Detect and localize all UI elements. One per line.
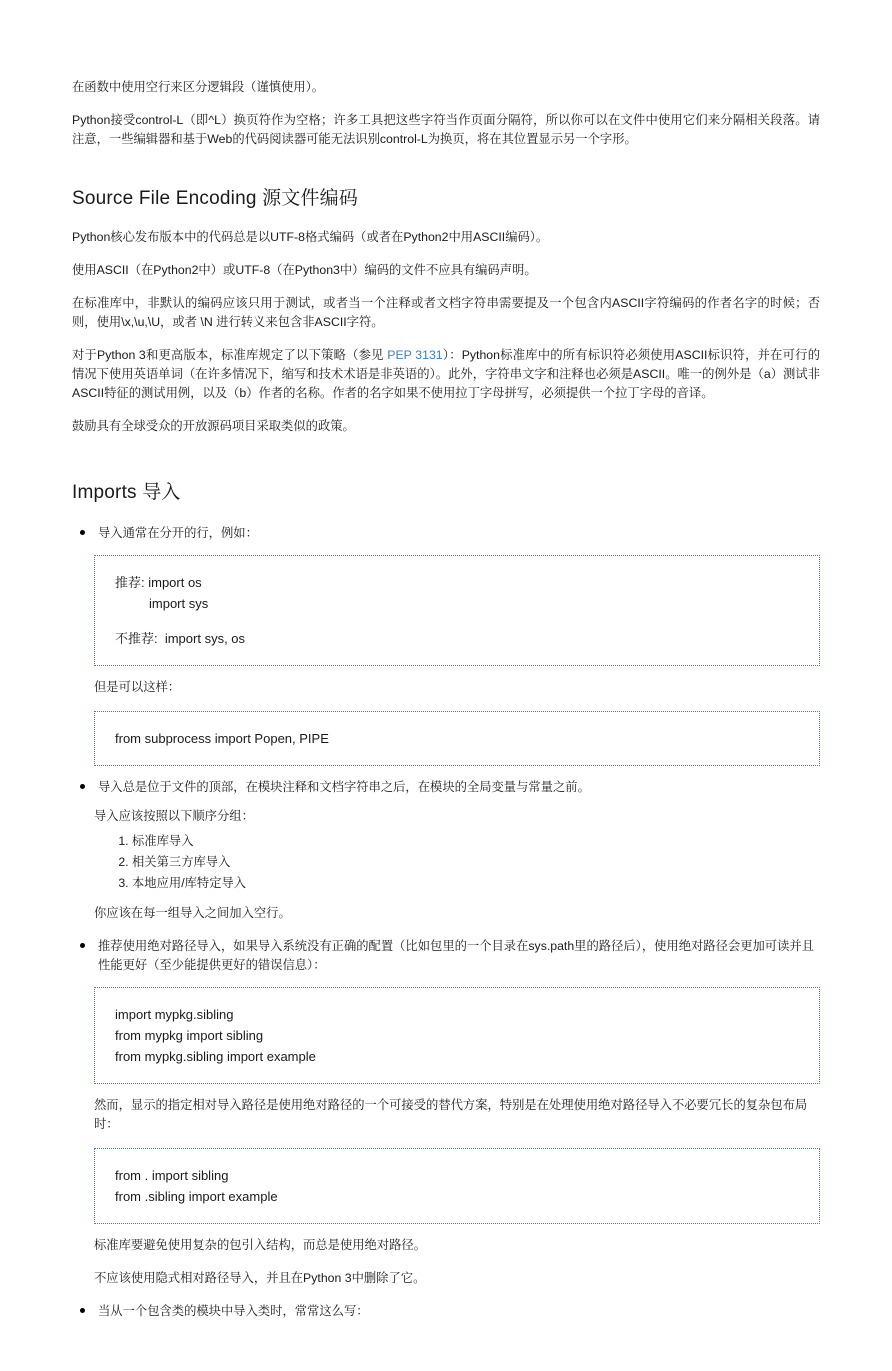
- imports-bullet-list: [72, 524, 820, 543]
- list-item: [72, 778, 820, 797]
- encoding-paragraph-1: Python核心发布版本中的代码总是以UTF-8格式编码（或者在Python2中用ASCII编码）。: [72, 230, 549, 245]
- code-line: 推荐: import os: [115, 574, 202, 590]
- imports-note-4: 然而，显示的指定相对导入路径是使用绝对路径的一个可接受的替代方案，特别是在处理使用绝对路径导入不必要冗长的复杂包布局时：: [94, 1097, 808, 1131]
- list-item: [72, 524, 820, 543]
- imports-note-3: 你应该在每一组导入之间加入空行。: [94, 905, 291, 920]
- imports-bullet-list-4: [72, 1302, 820, 1321]
- code-line: from mypkg.sibling import example: [115, 1048, 316, 1064]
- imports-bullet-list-3: [72, 937, 820, 975]
- list-item: 3. 本地应用/库特定导入: [132, 874, 820, 894]
- encoding-paragraph-4-after: ）：Python标准库中的所有标识符必须使用ASCII标识符，并在可行的情况下使用英语单词（在许多情况下，缩写和技术术语是非英语的）。此外，字符串文字和注释也必须是ASCII。唯一的例外是（a）测试非ASCII特征的测试用例，以及（b）作者的名称。作者的名字如果不使用拉丁字母拼写，必须提供一个拉丁字母的音译。: [72, 348, 820, 401]
- code-line: from .sibling import example: [115, 1189, 278, 1205]
- imports-bullet-1-text: 导入通常在分开的行，例如：: [98, 525, 258, 540]
- imports-note-6: 不应该使用隐式相对路径导入，并且在Python 3中删除了它。: [94, 1271, 426, 1286]
- imports-bullet-4-text: 当从一个包含类的模块中导入类时，常常这么写：: [98, 1304, 369, 1319]
- code-line: import mypkg.sibling: [115, 1006, 234, 1022]
- code-line: from mypkg import sibling: [115, 1027, 264, 1043]
- code-block-from-import: [94, 711, 820, 766]
- code-block-imports-example: [94, 555, 820, 666]
- encoding-paragraph-5: 鼓励具有全球受众的开放源码项目采取类似的政策。: [72, 419, 355, 434]
- imports-bullet-list-2: [72, 778, 820, 797]
- list-item: [72, 1302, 820, 1321]
- encoding-paragraph-2: 使用ASCII（在Python2中）或UTF-8（在Python3中）编码的文件不应具有编码声明。: [72, 263, 537, 278]
- encoding-paragraph-4: [72, 346, 820, 403]
- imports-bullet-2-text: 导入总是位于文件的顶部，在模块注释和文档字符串之后，在模块的全局变量与常量之前。: [98, 779, 590, 794]
- section-heading-imports: Imports 导入: [72, 481, 181, 503]
- list-item: 1. 标准库导入: [132, 832, 820, 852]
- code-gap: [115, 614, 799, 628]
- imports-note-5: 标准库要避免使用复杂的包引入结构，而总是使用绝对路径。: [94, 1238, 427, 1253]
- code-line: from . import sibling: [115, 1167, 229, 1183]
- imports-order-list: [72, 832, 820, 894]
- list-item: 2. 相关第三方库导入: [132, 853, 820, 873]
- code-block-relative-imports: [94, 1148, 820, 1224]
- section-heading-source-file-encoding: Source File Encoding 源文件编码: [72, 188, 359, 210]
- bullet-dot-icon: [80, 784, 85, 789]
- code-line: import sys: [149, 595, 209, 611]
- imports-note-2: 导入应该按照以下顺序分组：: [94, 808, 254, 823]
- code-block-absolute-imports: [94, 987, 820, 1084]
- bullet-dot-icon: [80, 1308, 85, 1313]
- intro-paragraph-2: Python接受control-L（即^L）换页符作为空格；许多工具把这些字符当作页面分隔符，所以你可以在文件中使用它们来分隔相关段落。请注意，一些编辑器和基于Web的代码阅读器可能无法识别control-L为换页，将在其位置显示另一个字形。: [72, 113, 820, 147]
- pep-3131-link[interactable]: PEP 3131: [387, 348, 443, 363]
- bullet-dot-icon: [80, 530, 85, 535]
- imports-note-1: 但是可以这样：: [94, 679, 181, 694]
- list-item: [72, 937, 820, 975]
- code-line: from subprocess import Popen, PIPE: [115, 730, 329, 746]
- intro-paragraph-1: 在函数中使用空行来区分逻辑段（谨慎使用）。: [72, 80, 325, 94]
- bullet-dot-icon: [80, 943, 85, 948]
- encoding-paragraph-4-before: 对于Python 3和更高版本，标准库规定了以下策略（参见: [72, 348, 388, 363]
- encoding-paragraph-3: 在标准库中，非默认的编码应该只用于测试，或者当一个注释或者文档字符串需要提及一个包含内ASCII字符编码的作者名字的时候；否则，使用\x,\u,\U，或者 \N 进行转义来包含非ASCII字符。: [72, 296, 820, 330]
- imports-bullet-3-text: 推荐使用绝对路径导入，如果导入系统没有正确的配置（比如包里的一个目录在sys.path里的路径后），使用绝对路径会更加可读并且性能更好（至少能提供更好的错误信息）：: [98, 938, 814, 972]
- code-line: 不推荐: import sys, os: [115, 630, 246, 646]
